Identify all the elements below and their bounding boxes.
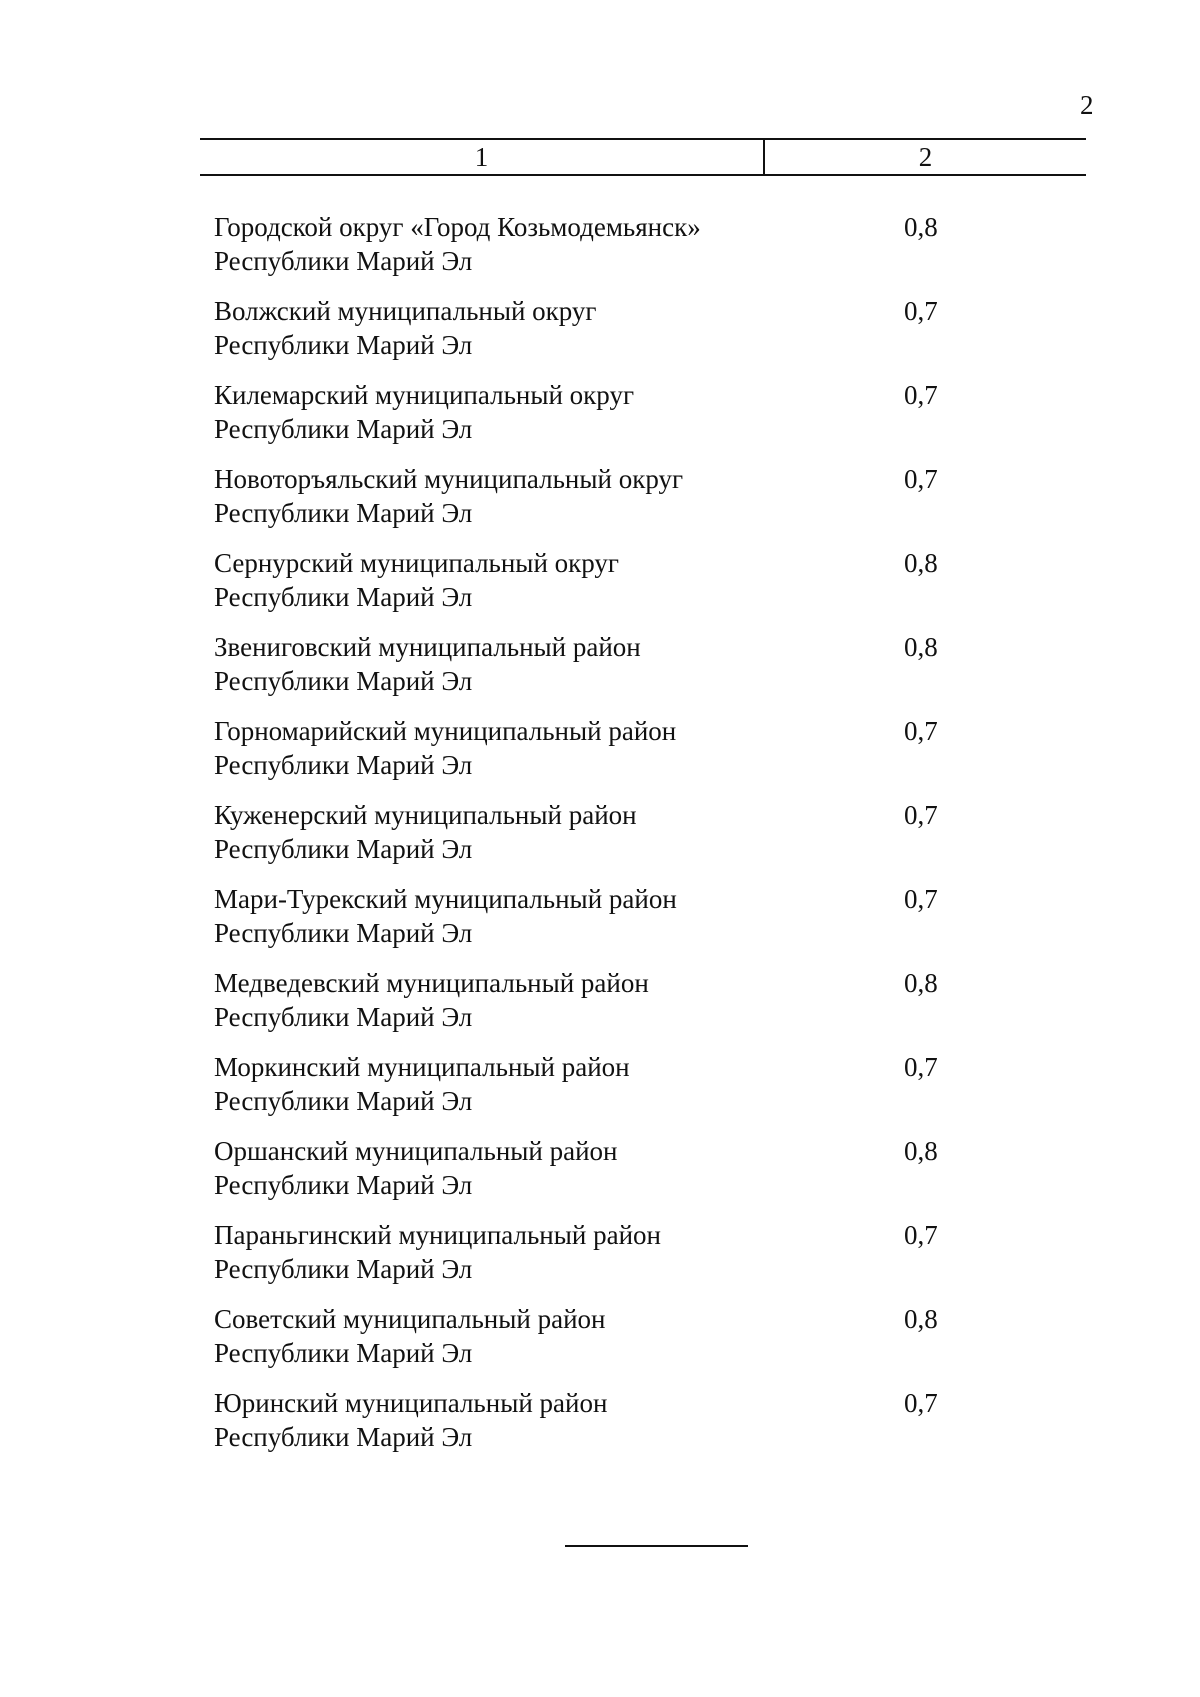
name-line-1: Сернурский муниципальный округ <box>214 548 619 578</box>
municipality-name <box>214 882 834 950</box>
municipality-name <box>214 1302 834 1370</box>
table-header <box>200 138 1086 178</box>
table-row <box>214 966 1084 1050</box>
municipality-name <box>214 1386 834 1454</box>
name-line-1: Оршанский муниципальный район <box>214 1136 618 1166</box>
table-row <box>214 462 1084 546</box>
table-row <box>214 630 1084 714</box>
name-line-1: Горномарийский муниципальный район <box>214 716 677 746</box>
table-row <box>214 714 1084 798</box>
table-row <box>214 1218 1084 1302</box>
coefficient-value: 0,7 <box>904 296 938 326</box>
coefficient-value: 0,7 <box>904 716 938 746</box>
name-line-2: Республики Марий Эл <box>214 582 473 612</box>
municipality-name <box>214 714 834 782</box>
table-row <box>214 1050 1084 1134</box>
name-line-1: Юринский муниципальный район <box>214 1388 608 1418</box>
municipality-name <box>214 1050 834 1118</box>
municipality-name <box>214 378 834 446</box>
header-top-rule <box>200 138 1086 140</box>
name-line-1: Волжский муниципальный округ <box>214 296 597 326</box>
name-line-1: Новоторъяльский муниципальный округ <box>214 464 684 494</box>
municipality-name <box>214 630 834 698</box>
coefficient-value: 0,8 <box>904 1304 938 1334</box>
table-row <box>214 1386 1084 1470</box>
coefficient-value: 0,7 <box>904 800 938 830</box>
name-line-2: Республики Марий Эл <box>214 750 473 780</box>
name-line-1: Мари-Турекский муниципальный район <box>214 884 677 914</box>
page-number: 2 <box>1080 90 1094 120</box>
table-row <box>214 1134 1084 1218</box>
name-line-2: Республики Марий Эл <box>214 1170 473 1200</box>
name-line-1: Куженерский муниципальный район <box>214 800 637 830</box>
municipality-name <box>214 1218 834 1286</box>
municipality-name <box>214 546 834 614</box>
municipality-name <box>214 294 834 362</box>
name-line-1: Килемарский муниципальный округ <box>214 380 635 410</box>
name-line-2: Республики Марий Эл <box>214 1338 473 1368</box>
name-line-1: Медведевский муниципальный район <box>214 968 649 998</box>
municipality-name <box>214 1134 834 1202</box>
name-line-2: Республики Марий Эл <box>214 498 473 528</box>
name-line-2: Республики Марий Эл <box>214 414 473 444</box>
coefficient-value: 0,7 <box>904 884 938 914</box>
table-row <box>214 798 1084 882</box>
coefficient-value: 0,8 <box>904 1136 938 1166</box>
name-line-2: Республики Марий Эл <box>214 834 473 864</box>
table-row <box>214 378 1084 462</box>
coefficient-value: 0,7 <box>904 464 938 494</box>
header-column-2: 2 <box>918 142 933 172</box>
table-body <box>214 210 1084 1470</box>
municipality-name <box>214 966 834 1034</box>
table-row <box>214 546 1084 630</box>
table-row <box>214 882 1084 966</box>
table-row <box>214 210 1084 294</box>
header-column-1: 1 <box>474 142 489 172</box>
coefficient-value: 0,7 <box>904 1388 938 1418</box>
table-row <box>214 294 1084 378</box>
coefficient-value: 0,8 <box>904 632 938 662</box>
name-line-1: Параньгинский муниципальный район <box>214 1220 661 1250</box>
name-line-2: Республики Марий Эл <box>214 918 473 948</box>
name-line-2: Республики Марий Эл <box>214 246 473 276</box>
coefficient-value: 0,7 <box>904 380 938 410</box>
municipality-name <box>214 210 834 278</box>
coefficient-value: 0,7 <box>904 1220 938 1250</box>
municipality-name <box>214 462 834 530</box>
table-row <box>214 1302 1084 1386</box>
name-line-1: Моркинский муниципальный район <box>214 1052 630 1082</box>
name-line-2: Республики Марий Эл <box>214 1254 473 1284</box>
name-line-1: Звениговский муниципальный район <box>214 632 641 662</box>
coefficient-value: 0,8 <box>904 548 938 578</box>
name-line-1: Городской округ «Город Козьмодемьянск» <box>214 212 701 242</box>
end-of-document-rule <box>565 1545 748 1547</box>
coefficient-value: 0,7 <box>904 1052 938 1082</box>
coefficient-value: 0,8 <box>904 212 938 242</box>
name-line-2: Республики Марий Эл <box>214 1086 473 1116</box>
name-line-1: Советский муниципальный район <box>214 1304 606 1334</box>
name-line-2: Республики Марий Эл <box>214 666 473 696</box>
municipality-name <box>214 798 834 866</box>
coefficient-value: 0,8 <box>904 968 938 998</box>
name-line-2: Республики Марий Эл <box>214 1002 473 1032</box>
name-line-2: Республики Марий Эл <box>214 330 473 360</box>
header-bottom-rule <box>200 174 1086 176</box>
name-line-2: Республики Марий Эл <box>214 1422 473 1452</box>
